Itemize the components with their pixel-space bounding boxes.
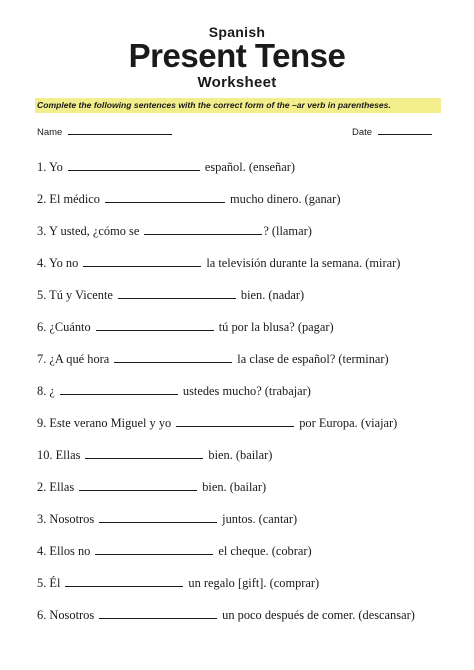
question-item	[37, 191, 340, 207]
question-text-after: la clase de español? (terminar)	[237, 352, 389, 366]
question-text-after: mucho dinero. (ganar)	[230, 192, 341, 206]
date-label: Date	[352, 127, 373, 138]
question-text-before: Ellas	[55, 448, 81, 462]
question-text-before: El médico	[49, 192, 100, 206]
question-number: 3.	[37, 512, 47, 526]
question-text-before: Ellas	[49, 480, 75, 494]
answer-blank[interactable]	[83, 255, 201, 267]
question-text-after: ustedes mucho? (trabajar)	[182, 384, 311, 398]
question-text-before: Y usted, ¿cómo se	[48, 224, 140, 238]
answer-blank[interactable]	[99, 607, 217, 619]
answer-blank[interactable]	[85, 447, 203, 459]
question-number: 4.	[37, 544, 47, 558]
question-text-after: bien. (bailar)	[202, 480, 267, 494]
answer-blank[interactable]	[65, 575, 183, 587]
question-text-after: el cheque. (cobrar)	[218, 544, 312, 558]
question-text-before: ¿Cuánto	[49, 320, 91, 334]
question-item	[37, 415, 397, 431]
question-text-before: Yo no	[48, 256, 79, 270]
answer-blank[interactable]	[99, 511, 217, 523]
answer-blank[interactable]	[114, 351, 232, 363]
question-text-after: ? (llamar)	[263, 224, 312, 238]
question-text-after: la televisión durante la semana. (mirar)	[206, 256, 401, 270]
question-item	[37, 383, 311, 399]
answer-blank[interactable]	[96, 319, 214, 331]
question-text-before: Ellos no	[49, 544, 91, 558]
answer-blank[interactable]	[105, 191, 225, 203]
name-field	[37, 125, 172, 139]
question-number: 2.	[37, 192, 47, 206]
answer-blank[interactable]	[144, 223, 262, 235]
question-text-after: juntos. (cantar)	[222, 512, 298, 526]
question-item	[37, 351, 389, 367]
answer-blank[interactable]	[60, 383, 178, 395]
question-text-after: español. (enseñar)	[204, 160, 295, 174]
question-text-before: Nosotros	[49, 608, 95, 622]
question-item	[37, 607, 415, 623]
date-field	[352, 125, 432, 139]
date-blank[interactable]	[378, 125, 432, 135]
answer-blank[interactable]	[176, 415, 294, 427]
question-text-after: un regalo [gift]. (comprar)	[188, 576, 320, 590]
question-text-before: Yo	[48, 160, 63, 174]
header-type: Worksheet	[197, 74, 277, 91]
question-number: 4.	[37, 256, 47, 270]
answer-blank[interactable]	[118, 287, 236, 299]
answer-blank[interactable]	[68, 159, 200, 171]
question-number: 9.	[37, 416, 47, 430]
question-text-before: Él	[49, 576, 61, 590]
question-text-after: bien. (bailar)	[208, 448, 273, 462]
question-text-before: ¿	[49, 384, 55, 398]
question-text-before: Este verano Miguel y yo	[49, 416, 172, 430]
question-number: 10.	[37, 448, 53, 462]
question-number: 1.	[37, 160, 47, 174]
answer-blank[interactable]	[79, 479, 197, 491]
question-item	[37, 575, 319, 591]
question-number: 3.	[37, 224, 47, 238]
question-item	[37, 159, 295, 175]
question-number: 2.	[37, 480, 47, 494]
question-item	[37, 287, 304, 303]
name-label: Name	[37, 127, 63, 138]
question-item	[37, 255, 400, 271]
question-text-after: bien. (nadar)	[240, 288, 305, 302]
question-item	[37, 511, 297, 527]
header-subject: Spanish	[208, 24, 266, 40]
question-number: 6.	[37, 320, 47, 334]
instructions-banner: Complete the following sentences with the correct form of the –ar verb in parentheses.	[35, 98, 441, 113]
answer-blank[interactable]	[95, 543, 213, 555]
question-number: 6.	[37, 608, 47, 622]
question-text-after: un poco después de comer. (descansar)	[222, 608, 415, 622]
question-number: 5.	[37, 288, 47, 302]
page-title: Present Tense	[128, 37, 346, 74]
question-number: 5.	[37, 576, 47, 590]
question-item	[37, 479, 266, 495]
question-item	[37, 319, 334, 335]
name-blank[interactable]	[68, 125, 172, 135]
question-text-before: Nosotros	[49, 512, 95, 526]
question-number: 7.	[37, 352, 47, 366]
question-number: 8.	[37, 384, 47, 398]
question-item	[37, 543, 312, 559]
question-text-after: tú por la blusa? (pagar)	[218, 320, 334, 334]
question-text-before: ¿A qué hora	[49, 352, 110, 366]
question-text-after: por Europa. (viajar)	[299, 416, 398, 430]
question-text-before: Tú y Vicente	[49, 288, 113, 302]
question-item	[37, 447, 272, 463]
question-item	[37, 223, 312, 239]
